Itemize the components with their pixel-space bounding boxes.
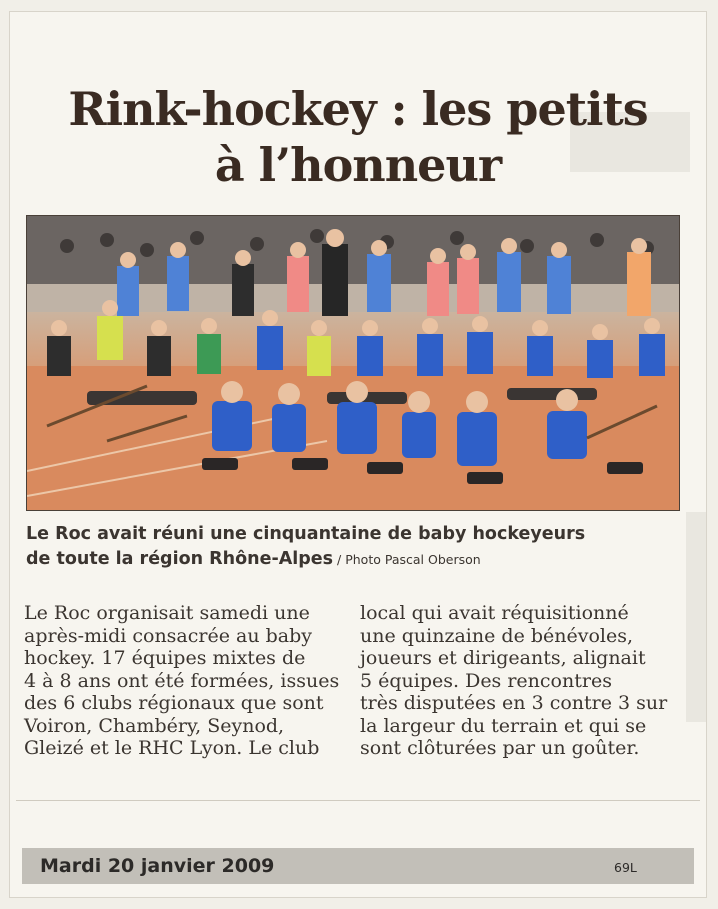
team-photo xyxy=(26,215,680,511)
photo-caption xyxy=(26,522,686,572)
team-photo-illustration xyxy=(27,216,679,510)
article-column-1 xyxy=(24,602,342,760)
caption-line-2 xyxy=(26,547,686,572)
edition-code: 69L xyxy=(614,860,637,875)
column-1-line: après-midi consacrée au baby xyxy=(24,624,312,647)
column-2-line: local qui avait réquisitionné xyxy=(360,602,629,624)
column-2-line: la largeur du terrain et qui se xyxy=(360,714,647,737)
column-2-line: sont clôturées par un goûter. xyxy=(360,737,640,759)
headline xyxy=(10,81,706,193)
show-through-lower-right xyxy=(686,512,706,722)
column-2-line: joueurs et dirigeants, alignait xyxy=(360,647,646,669)
column-2-line: une quinzaine de bénévoles, xyxy=(360,624,634,647)
column-1-line: des 6 clubs régionaux que sont xyxy=(24,692,324,714)
column-2-line: très disputées en 3 contre 3 sur xyxy=(360,692,668,714)
article-column-2 xyxy=(360,602,678,760)
column-1-line: Voiron, Chambéry, Seynod, xyxy=(24,714,285,737)
footer-bar xyxy=(22,848,694,884)
column-1-line: Gleizé et le RHC Lyon. Le club xyxy=(24,737,320,759)
headline-line-2: à l’honneur xyxy=(214,137,502,192)
column-2-line: 5 équipes. Des rencontres xyxy=(360,669,612,692)
caption-line-1: Le Roc avait réuni une cinquantaine de baby hockeyeurs xyxy=(26,524,586,544)
headline-line-1: Rink-hockey : les petits xyxy=(68,81,648,136)
column-1-line: 4 à 8 ans ont été formées, issues xyxy=(24,669,340,692)
column-1-line: hockey. 17 équipes mixtes de xyxy=(24,647,306,669)
column-1-line: Le Roc organisait samedi une xyxy=(24,602,310,624)
photo-credit: / Photo Pascal Oberson xyxy=(333,552,481,567)
newspaper-clipping xyxy=(10,12,706,897)
caption-line-2-text: de toute la région Rhône-Alpes xyxy=(26,549,334,569)
bottom-divider xyxy=(16,800,700,801)
publication-date: Mardi 20 janvier 2009 xyxy=(40,855,275,877)
